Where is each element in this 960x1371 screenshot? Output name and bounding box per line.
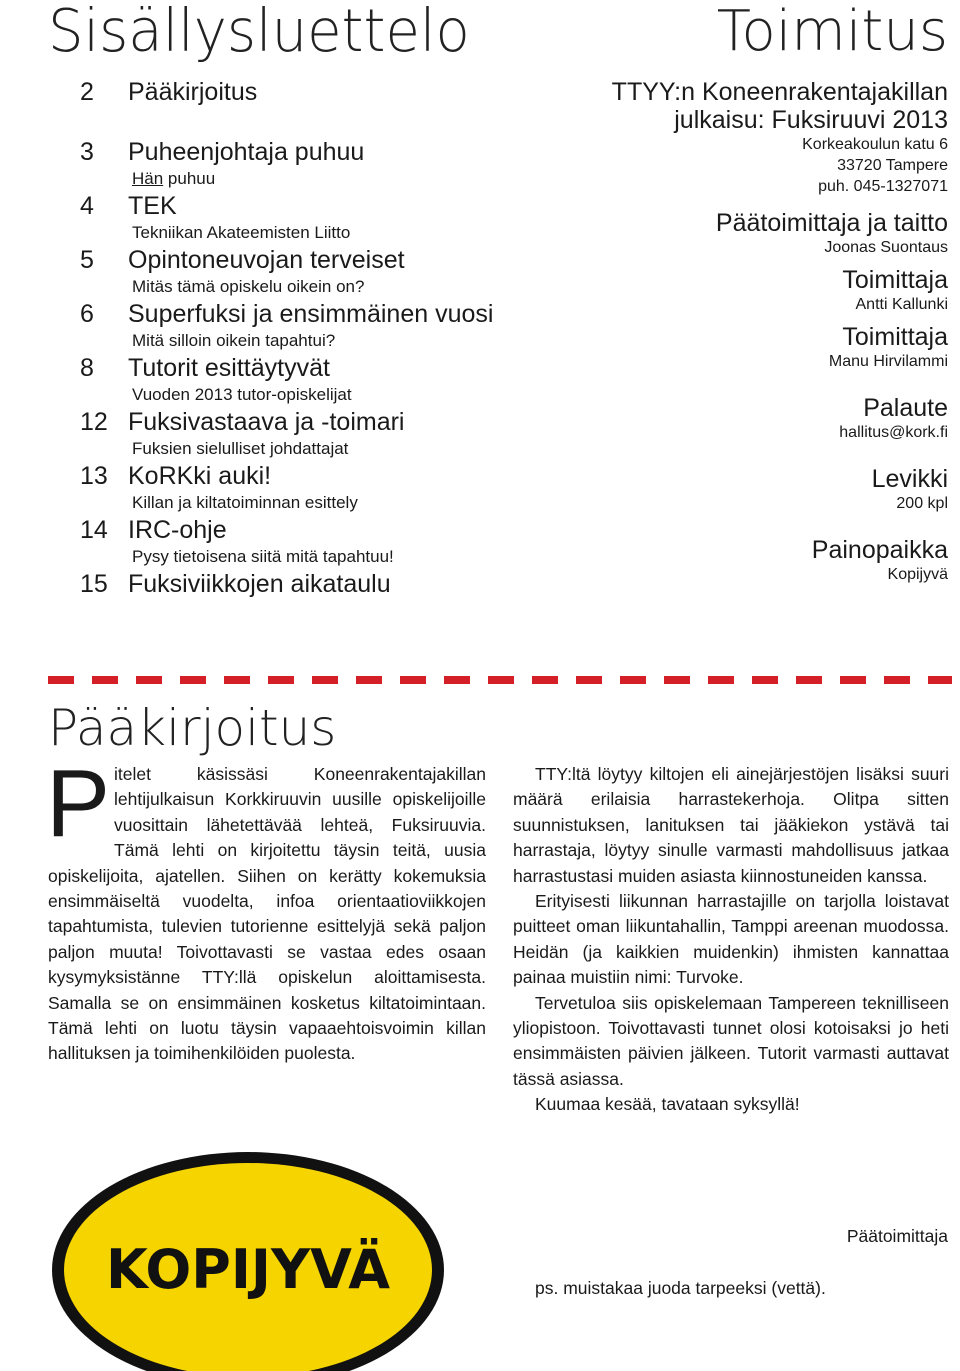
- address-city: 33720 Tampere: [837, 157, 948, 174]
- toc-subtitle: [80, 438, 560, 460]
- toc-main-line: [80, 352, 560, 384]
- toc-page-number: 2: [80, 78, 94, 106]
- toc-main-line: [80, 406, 560, 438]
- editor-name: Joonas Suontaus: [824, 239, 948, 256]
- toc-title-text: TEK: [128, 192, 177, 220]
- toc-subtitle: [80, 276, 560, 298]
- toc-subtitle-text: Mitä silloin oikein tapahtui?: [132, 331, 336, 350]
- toc-subtitle: [80, 546, 560, 568]
- printer-value: Kopijyvä: [887, 566, 948, 583]
- editor-2-name: Manu Hirvilammi: [828, 353, 948, 370]
- toc-title-text: Fuksiviikkojen aikataulu: [128, 570, 391, 598]
- toc-entry: [80, 76, 560, 136]
- editor-1-label: Toimittaja: [842, 266, 948, 294]
- toc-main-line: [80, 460, 560, 492]
- printer-label: Painopaikka: [811, 536, 948, 564]
- circulation-value: 200 kpl: [896, 495, 948, 512]
- toc-title-text: Fuksivastaava ja -toimari: [128, 408, 405, 436]
- toc-entry: [80, 352, 560, 406]
- toc-entry: [80, 190, 560, 244]
- toc-entry: [80, 406, 560, 460]
- publication-line-1: TTYY:n Koneenrakentajakillan: [611, 78, 948, 106]
- article-paragraph: Erityisesti liikunnan harrastajille on tarjolla loistavat puitteet oman liikuntahallin, Tamppi areenan muodossa. Heidän (ja kaikkien muidenkin) ihmisten kannattaa painaa muistiin nimi: Turvoke.: [513, 891, 949, 988]
- editor-label: Päätoimittaja ja taitto: [715, 209, 948, 237]
- toc-subtitle-text: Killan ja kiltatoiminnan esittely: [132, 493, 358, 512]
- toc-title-text: Puheenjohtaja puhuu: [128, 138, 365, 166]
- kopijyva-logo-graphic: [48, 1140, 468, 1371]
- toc-subtitle-text: Tekniikan Akateemisten Liitto: [132, 223, 351, 242]
- article-closing: Kuumaa kesää, tavataan syksyllä!: [535, 1094, 800, 1115]
- address-street: Korkeakoulun katu 6: [802, 136, 948, 153]
- toc-entry: [80, 460, 560, 514]
- publication-line-2: julkaisu: Fuksiruuvi 2013: [674, 106, 948, 134]
- toc-title: Sisällysluettelo: [48, 0, 470, 66]
- toc-title-text: Tutorit esittäytyvät: [128, 354, 330, 382]
- kopijyva-logo: [48, 1140, 468, 1371]
- drop-cap: P: [46, 750, 111, 857]
- toc-main-line: [80, 136, 560, 168]
- toc-page-number: 13: [80, 462, 108, 490]
- toc-main-line: [80, 514, 560, 546]
- toc-entry: [80, 514, 560, 568]
- toc-page-number: 12: [80, 408, 108, 436]
- article-column-right: [513, 762, 949, 1118]
- toc-subtitle-text: Mitäs tämä opiskelu oikein on?: [132, 277, 365, 296]
- toc-entry: [80, 136, 560, 190]
- toc-page-number: 6: [80, 300, 94, 328]
- toc-subtitle-underlined: Hän: [132, 169, 164, 188]
- toc-main-line: [80, 568, 560, 600]
- toc-page-number: 14: [80, 516, 108, 544]
- toc-subtitle: [80, 384, 560, 406]
- toimitus-title: Toimitus: [716, 0, 948, 64]
- feedback-label: Palaute: [863, 394, 948, 422]
- feedback-email: hallitus@kork.fi: [839, 424, 948, 441]
- toc-subtitle-text: Pysy tietoisena siitä mitä tapahtuu!: [132, 547, 394, 566]
- editor-1-name: Antti Kallunki: [855, 296, 948, 313]
- toc-entry: [80, 568, 560, 600]
- signature: Päätoimittaja: [846, 1226, 948, 1246]
- toc-main-line: [80, 76, 560, 108]
- toc-entry: [80, 244, 560, 298]
- article-paragraph: [46, 750, 486, 1067]
- toc-subtitle: [80, 222, 560, 244]
- toc-title-text: Pääkirjoitus: [128, 78, 258, 106]
- toc-subtitle: [80, 330, 560, 352]
- toc-title-text: Superfuksi ja ensimmäinen vuosi: [128, 300, 494, 328]
- table-of-contents: [80, 76, 560, 600]
- toc-page-number: 15: [80, 570, 108, 598]
- toc-page-number: 8: [80, 354, 94, 382]
- toc-page-number: 4: [80, 192, 94, 220]
- toc-subtitle-text: puhuu: [163, 169, 216, 188]
- toc-page-number: 5: [80, 246, 94, 274]
- article-title: Pääkirjoitus: [48, 699, 337, 757]
- toc-entry: [80, 298, 560, 352]
- toc-subtitle-text: Vuoden 2013 tutor-opiskelijat: [132, 385, 352, 404]
- article-text: itelet käsissäsi Koneenrakentajakillan lehtijulkaisun Korkkiruuvin uusille opiskelijoille vuosittain lähetettävää lehteä, Fuksiruuvia. Tämä lehti on kirjoitettu täysin teitä, uusia opiskelijoita, ajatellen. Siihen on kerätty kokemuksia ensimmäiseltä vuodelta, infoa orientaatioviikkojen tapahtumista, tulevien tutorienne esittelyjä sekä paljon paljon muuta! Toivottavasti se vastaa edes osaan kysymyksistänne TTY:llä opiskelun aloittamisesta. Samalla se on ensimmäinen kosketus kiltatoimintaan. Tämä lehti on luotu täysin vapaaehtoisvoimin killan hallituksen ja toimihenkilöiden puolesta.: [48, 764, 486, 1064]
- logo-text: KOPIJYVÄ: [105, 1238, 391, 1301]
- article-paragraph: Tervetuloa siis opiskelemaan Tampereen teknilliseen yliopistoon. Toivottavasti tunnet olosi kotoisaksi jo heti ensimmäisten päivien jälkeen. Tutorit varmasti auttavat tässä asiassa.: [513, 992, 949, 1089]
- toc-subtitle: [80, 168, 560, 190]
- toc-main-line: [80, 244, 560, 276]
- phone: puh. 045-1327071: [818, 178, 948, 195]
- article-paragraph: TTY:ltä löytyy kiltojen eli ainejärjestöjen lisäksi suuri määrä erilaisia harrastekerhoja. Olitpa sitten suunnistuksen, lanituksen tai jääkiekon ystävä tai harrastaja, löytyy sinulle varmasti mahdollisuus jatkaa harrastustasi muiden asiasta kiinnostuneiden kanssa.: [513, 764, 949, 886]
- toc-main-line: [80, 190, 560, 222]
- toc-main-line: [80, 298, 560, 330]
- editor-2-label: Toimittaja: [842, 323, 948, 351]
- toc-title-text: KoRKki auki!: [128, 462, 272, 490]
- section-divider: [48, 676, 952, 684]
- toc-title-text: Opintoneuvojan terveiset: [128, 246, 405, 274]
- toc-title-text: IRC-ohje: [128, 516, 227, 544]
- article-column-left: [46, 750, 486, 1067]
- toimitus-info: [528, 78, 948, 585]
- circulation-label: Levikki: [871, 465, 948, 493]
- toc-subtitle-text: Fuksien sielulliset johdattajat: [132, 439, 349, 458]
- toc-page-number: 3: [80, 138, 94, 166]
- toc-subtitle: [80, 492, 560, 514]
- postscript: ps. muistakaa juoda tarpeeksi (vettä).: [535, 1278, 826, 1298]
